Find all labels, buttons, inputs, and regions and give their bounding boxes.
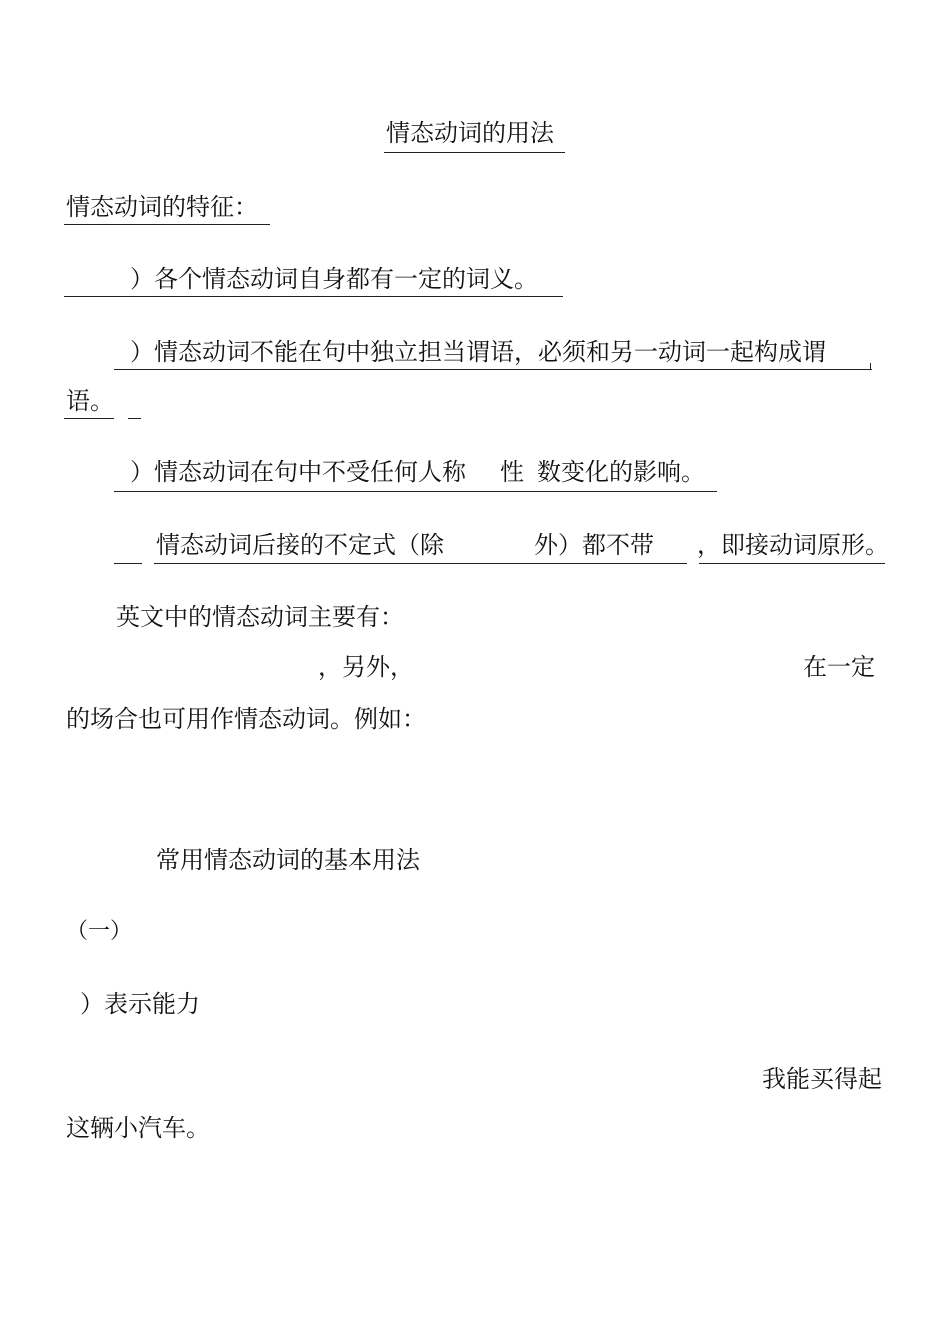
feature-2-line-2-underline	[64, 418, 114, 419]
section-title: 常用情态动词的基本用法	[156, 846, 420, 874]
feature-3-part-2: 性	[500, 458, 524, 486]
example-line-end: 我能买得起	[762, 1065, 882, 1093]
example-continuation: 这辆小汽车。	[66, 1114, 210, 1142]
feature-1: ）各个情态动词自身都有一定的词义。	[130, 265, 538, 293]
page-title: 情态动词的用法	[386, 119, 554, 147]
title-underline	[384, 152, 565, 153]
feature-3-part-1: ）情态动词在句中不受任何人称	[130, 458, 466, 486]
feature-4-part-2: 外）都不带	[534, 531, 654, 559]
section-number: （一）	[66, 919, 133, 944]
features-heading-underline	[64, 224, 270, 225]
feature-2-line-1: ）情态动词不能在句中独立担当谓语，必须和另一动词一起构成谓	[130, 338, 826, 366]
feature-4-blank-1	[114, 563, 142, 564]
list-continuation: 的场合也可用作情态动词。例如：	[66, 705, 426, 733]
feature-4-underline-main	[154, 563, 687, 564]
features-heading: 情态动词的特征：	[66, 193, 258, 221]
sub-item-ability: ）表示能力	[80, 990, 200, 1018]
feature-4-part-1: 情态动词后接的不定式（除	[156, 531, 444, 559]
feature-4-underline-end	[699, 563, 885, 564]
feature-2-line-2: 语。	[66, 387, 114, 415]
feature-3-underline	[114, 491, 717, 492]
feature-4-part-3: ，即接动词原形。	[697, 531, 889, 559]
feature-1-underline	[64, 296, 563, 297]
list-middle: ，另外，	[318, 653, 414, 681]
list-intro: 英文中的情态动词主要有：	[116, 603, 404, 631]
feature-3-part-3: 数变化的影响。	[537, 458, 705, 486]
feature-2-tick	[870, 363, 871, 370]
feature-2-short-blank	[128, 418, 141, 419]
list-end: 在一定	[803, 653, 875, 681]
feature-2-underline	[114, 369, 872, 370]
